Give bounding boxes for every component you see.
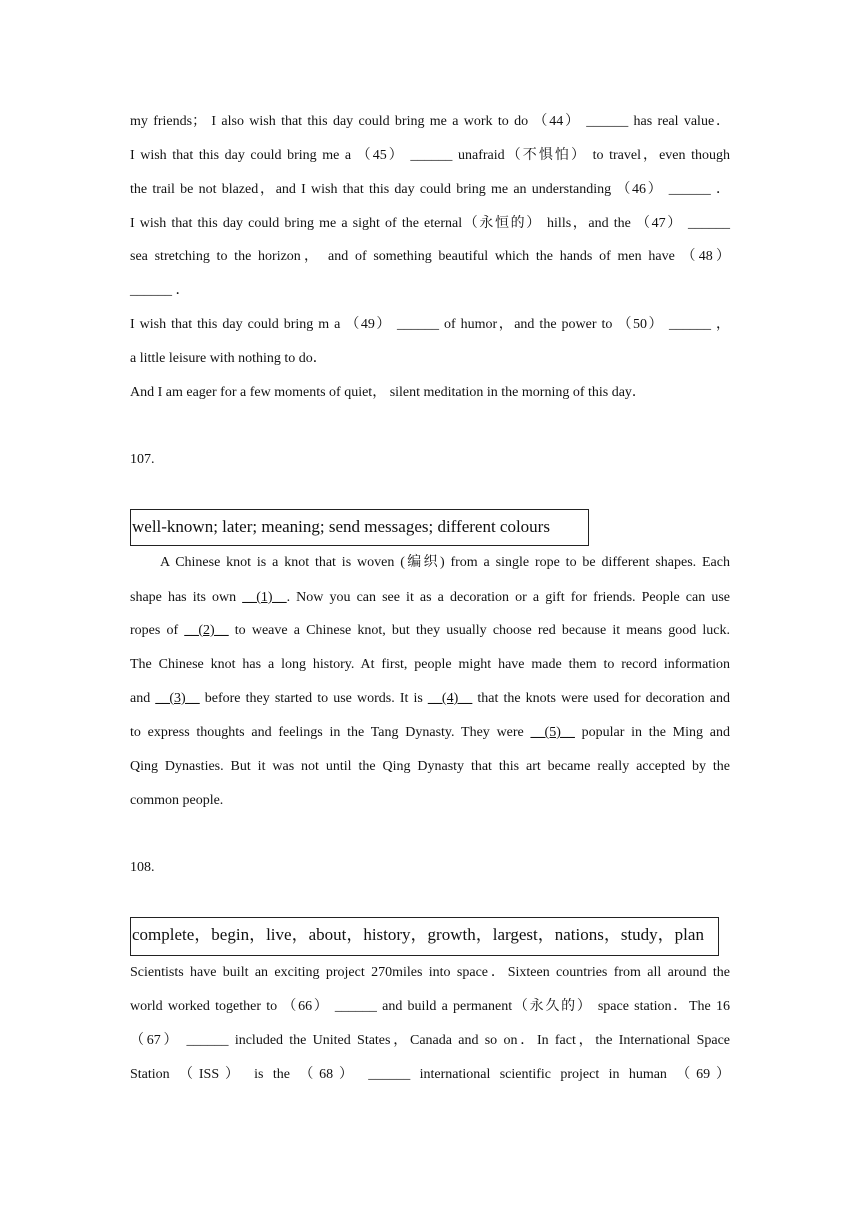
passage-line: I wish that this day could bring me a sight of the eternal（永恒的） hills，and the （47） ______ [130, 216, 730, 231]
word-bank-box: well-known; later; meaning; send messages; different colours [130, 509, 589, 546]
passage-line: Station （ISS） is the （68） ______ international scientific project in human （69） [130, 1067, 730, 1082]
blank-2: __(2)__ [184, 623, 229, 638]
passage-line: my friends； I also wish that this day could bring me a work to do （44） ______ has real value． [130, 114, 730, 129]
question-number: 108. [130, 860, 155, 875]
passage-line: （67） ______ included the United States，Canada and so on．In fact，the International Space [130, 1033, 730, 1048]
passage-line: ______ ． [130, 283, 190, 298]
passage-line: the trail be not blazed，and I wish that this day could bring me an understanding （46） ______ ． [130, 182, 730, 197]
passage-line: and __(3)__ before they started to use words. It is __(4)__ that the knots were used for decoration and [130, 691, 730, 706]
passage-line: world worked together to （66） ______ and build a permanent（永久的） space station．The 16 [130, 999, 730, 1014]
passage-line: sea stretching to the horizon， and of something beautiful which the hands of men have （48） [130, 249, 730, 264]
blank-4: __(4)__ [427, 691, 473, 706]
blank-5: __(5)__ [530, 725, 575, 740]
blank-1: __(1)__ [242, 590, 287, 605]
passage-line: The Chinese knot has a long history. At first, people might have made them to record information [130, 657, 730, 672]
passage-line: to express thoughts and feelings in the Tang Dynasty. They were __(5)__ popular in the Ming and [130, 725, 730, 740]
passage-line: And I am eager for a few moments of quiet， silent meditation in the morning of this day． [130, 385, 646, 400]
passage-line: Qing Dynasties. But it was not until the Qing Dynasty that this art became really accepted by the [130, 759, 730, 774]
passage-line: A Chinese knot is a knot that is woven (编织) from a single rope to be different shapes. Each [160, 555, 730, 570]
word-bank-box: complete，begin，live，about，history，growth，largest，nations，study，plan [130, 917, 719, 956]
passage-line: shape has its own __(1)__. Now you can see it as a decoration or a gift for friends. People can use [130, 590, 730, 605]
passage-line: ropes of __(2)__ to weave a Chinese knot, but they usually choose red because it means good luck. [130, 623, 730, 638]
question-number: 107. [130, 452, 155, 467]
passage-line: I wish that this day could bring me a （45） ______ unafraid（不惧怕） to travel，even though [130, 148, 730, 163]
passage-line: I wish that this day could bring m a （49） ______ of humor，and the power to （50） ______ ， [130, 317, 730, 332]
blank-3: __(3)__ [155, 691, 200, 706]
passage-line: Scientists have built an exciting project 270miles into space．Sixteen countries from all around the [130, 965, 730, 980]
passage-line: common people. [130, 793, 224, 808]
passage-line: a little leisure with nothing to do． [130, 351, 327, 366]
